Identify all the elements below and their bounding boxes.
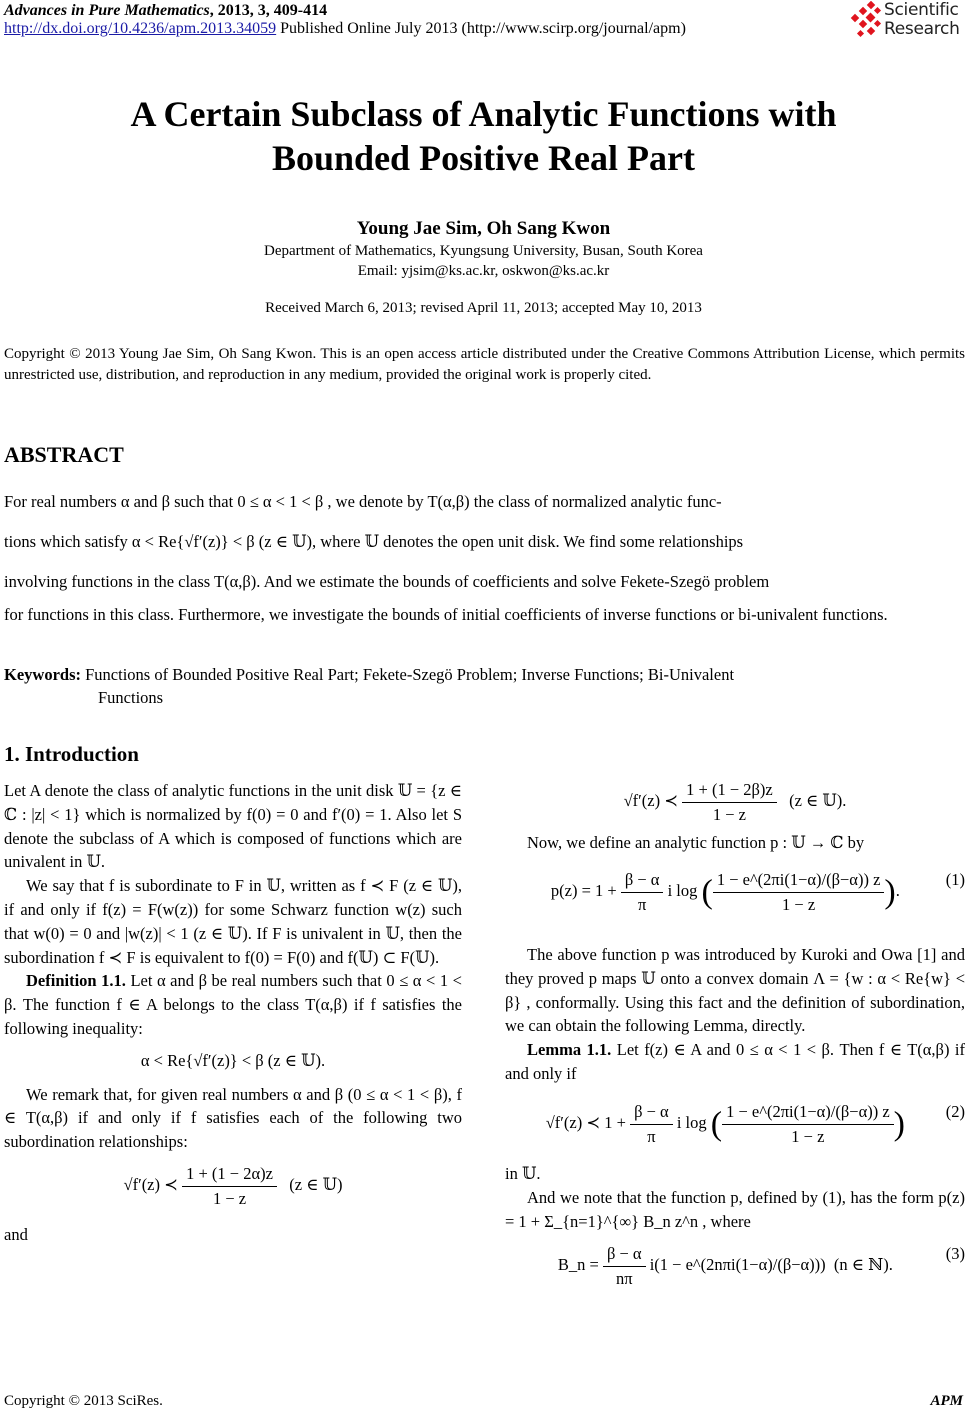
received-dates: Received March 6, 2013; revised April 11, 2013; accepted May 10, 2013 bbox=[265, 300, 702, 316]
eq-fraction bbox=[630, 1100, 673, 1149]
section-heading: 1. Introduction bbox=[4, 742, 139, 766]
definition-text: Let α and β be real numbers such that 0 ≤ α < 1 < β. The function f ∈ A belongs to the class T(α,β) if f satisfies the following inequality: bbox=[4, 971, 462, 1038]
journal-citation bbox=[4, 2, 327, 20]
equation-1: (1) p(z) = 1 + $\frac{\beta - \alpha}{\pi}$ i log ( $\frac{1 - e\^{}(2\pi i(1-\alpha)/(\beta-\alpha)) z}{1 - z}$ ). bbox=[505, 868, 965, 917]
right-column bbox=[505, 778, 965, 1298]
title-line2: Bounded Positive Real Part bbox=[272, 138, 695, 178]
equation-subordination-alpha bbox=[4, 1162, 462, 1211]
authors: Young Jae Sim, Oh Sang Kwon bbox=[356, 218, 611, 239]
footer-copyright: Copyright © 2013 SciRes. bbox=[4, 1393, 163, 1409]
eq-denominator: nπ bbox=[615, 1268, 633, 1288]
logo-line2: Research bbox=[884, 19, 960, 39]
abstract-body bbox=[4, 482, 965, 628]
eq-fraction bbox=[621, 868, 664, 917]
keywords bbox=[4, 663, 934, 709]
paragraph: We say that f is subordinate to F in 𝕌, written as f ≺ F (z ∈ 𝕌), if and only if f(z) = F(w(z)) for some Schwarz function w(z) such that w(0) = 0 and |w(z)| < 1 (z ∈ 𝕌). If F is univalent in 𝕌, then the subordination f ≺ F is equivalent to f(0) = F(0) and f(𝕌) ⊂ F(𝕌). bbox=[4, 876, 462, 967]
abstract-line: tions which satisfy α < Re{√f′(z)} < β (z ∈ 𝕌), where 𝕌 denotes the open unit disk. We find some relationships bbox=[4, 532, 744, 551]
paragraph: Now, we define an analytic function p : 𝕌 → ℂ by bbox=[527, 832, 865, 852]
keywords-text-cont: Functions bbox=[98, 688, 164, 707]
paragraph: Let A denote the class of analytic functions in the unit disk 𝕌 = {z ∈ ℂ : |z| < 1} which is normalized by f(0) = 0 and f′(0) = 1. Also let S denote the subclass of A which is composed of functions which are univalent in 𝕌. bbox=[4, 781, 462, 872]
eq-domain: (z ∈ 𝕌). bbox=[789, 791, 847, 811]
paragraph: We remark that, for given real numbers α and β (0 ≤ α < 1 < β), f ∈ T(α,β) if and only if f satisfies each of the following two subordination relationships: bbox=[4, 1084, 462, 1152]
definition-label: Definition 1.1. bbox=[26, 971, 126, 991]
published-info: Published Online July 2013 (http://www.scirp.org/journal/apm) bbox=[276, 20, 686, 37]
eq-fraction bbox=[682, 778, 777, 827]
eq-lhs: √f′(z) ≺ bbox=[123, 1175, 178, 1195]
affiliation-block bbox=[0, 241, 967, 281]
email: Email: yjsim@ks.ac.kr, oskwon@ks.ac.kr bbox=[357, 263, 610, 279]
equation-2: (2) √f′(z) ≺ 1 + $\frac{\beta - \alpha}{\pi}$ i log ( $\frac{1 - e\^{}(2\pi i(1-\alpha)/(\beta-\alpha)) z}{1 - z}$ ) bbox=[505, 1100, 965, 1149]
abstract-heading: ABSTRACT bbox=[4, 442, 124, 467]
equation-number: (3) bbox=[945, 1243, 965, 1263]
eq-log: i log bbox=[667, 881, 698, 901]
doi-line bbox=[4, 20, 686, 38]
title-line1: A Certain Subclass of Analytic Functions with bbox=[130, 94, 837, 134]
abstract-line: For real numbers α and β such that 0 ≤ α < 1 < β , we denote by T(α,β) the class of normalized analytic func- bbox=[4, 492, 722, 511]
journal-volume-pages: , 2013, 3, 409-414 bbox=[209, 2, 328, 19]
paper-title bbox=[0, 92, 967, 180]
copyright-notice: Copyright © 2013 Young Jae Sim, Oh Sang Kwon. This is an open access article distributed under the Creative Commons Attribution License, which permits unrestricted use, distribution, and reproduction in any medium, provided the original work is properly cited. bbox=[4, 346, 965, 383]
eq-denominator: 1 − z bbox=[212, 1188, 247, 1208]
eq-inner-fraction bbox=[713, 868, 885, 917]
keywords-label: Keywords: bbox=[4, 665, 81, 684]
eq-numerator: β − α bbox=[603, 1242, 646, 1267]
logo-text bbox=[884, 1, 960, 39]
eq-denominator: 1 − z bbox=[712, 804, 747, 824]
scientific-research-logo bbox=[848, 1, 967, 41]
eq-inner-fraction bbox=[722, 1100, 894, 1149]
equation-definition: α < Re{√f′(z)} < β (z ∈ 𝕌). bbox=[140, 1050, 326, 1070]
eq-denominator: π bbox=[647, 1126, 656, 1146]
footer-journal-abbrev: APM bbox=[930, 1393, 963, 1409]
equation-number: (1) bbox=[945, 870, 965, 890]
abstract-line: involving functions in the class T(α,β). And we estimate the bounds of coefficients and solve Fekete-Szegö problem bbox=[4, 572, 770, 591]
eq-lhs: B_n = bbox=[557, 1254, 599, 1274]
eq-numerator: 1 + (1 − 2α)z bbox=[182, 1162, 277, 1187]
paragraph: The above function p was introduced by Kuroki and Owa [1] and they proved p maps 𝕌 onto a convex domain Λ = {w : α < Re{w} < β} , conformally. Using this fact and the definition of subordination, we can obtain the following Lemma, directly. bbox=[505, 944, 965, 1036]
eq-numerator: β − α bbox=[621, 868, 664, 893]
journal-name: Advances in Pure Mathematics bbox=[4, 2, 210, 19]
abstract-line: for functions in this class. Furthermore, we investigate the bounds of initial coefficients of inverse functions or bi-univalent functions. bbox=[4, 605, 888, 624]
equation-3 bbox=[505, 1242, 965, 1291]
eq-lhs: √f′(z) ≺ bbox=[623, 791, 679, 811]
eq-denominator: 1 − z bbox=[782, 895, 816, 915]
lemma-text: Let f(z) ∈ A and 0 ≤ α < 1 < β. Then f ∈ T(α,β) if and only if bbox=[505, 1040, 965, 1083]
definition bbox=[4, 969, 462, 1040]
diamond-cluster-icon bbox=[848, 1, 884, 41]
eq-numerator: 1 − e^(2πi(1−α)/(β−α)) z bbox=[722, 1100, 894, 1125]
paragraph: and bbox=[4, 1224, 28, 1244]
equation-subordination-beta bbox=[505, 778, 965, 827]
keywords-text: Functions of Bounded Positive Real Part; Fekete-Szegö Problem; Inverse Functions; Bi-Univalent bbox=[81, 665, 735, 684]
eq-body: i(1 − e^(2nπi(1−α)/(β−α))) bbox=[649, 1254, 826, 1274]
left-column bbox=[4, 779, 462, 1246]
eq-denominator: π bbox=[637, 895, 647, 915]
paragraph: And we note that the function p, defined by (1), has the form p(z) = 1 + Σ_{n=1}^{∞} B_n z^n , where bbox=[505, 1188, 965, 1231]
eq-lhs: p(z) = 1 + bbox=[550, 881, 617, 901]
eq-denominator: 1 − z bbox=[791, 1126, 825, 1146]
eq-numerator: 1 + (1 − 2β)z bbox=[682, 778, 777, 803]
equation-number: (2) bbox=[945, 1101, 965, 1121]
paragraph: in 𝕌. bbox=[505, 1164, 541, 1184]
eq-numerator: 1 − e^(2πi(1−α)/(β−α)) z bbox=[713, 868, 885, 893]
eq-domain: (z ∈ 𝕌) bbox=[289, 1175, 343, 1195]
logo-line1: Scientific bbox=[884, 0, 959, 20]
eq-domain: (n ∈ ℕ). bbox=[833, 1254, 893, 1274]
eq-fraction bbox=[182, 1162, 277, 1211]
eq-fraction bbox=[603, 1242, 646, 1291]
lemma bbox=[505, 1038, 965, 1086]
eq-log: i log bbox=[676, 1112, 707, 1132]
eq-lhs: √f′(z) ≺ 1 + bbox=[545, 1112, 626, 1132]
eq-numerator: β − α bbox=[630, 1100, 673, 1125]
affiliation: Department of Mathematics, Kyungsung University, Busan, South Korea bbox=[264, 243, 703, 259]
doi-link[interactable]: http://dx.doi.org/10.4236/apm.2013.34059 bbox=[4, 20, 277, 37]
lemma-label: Lemma 1.1. bbox=[527, 1040, 612, 1060]
